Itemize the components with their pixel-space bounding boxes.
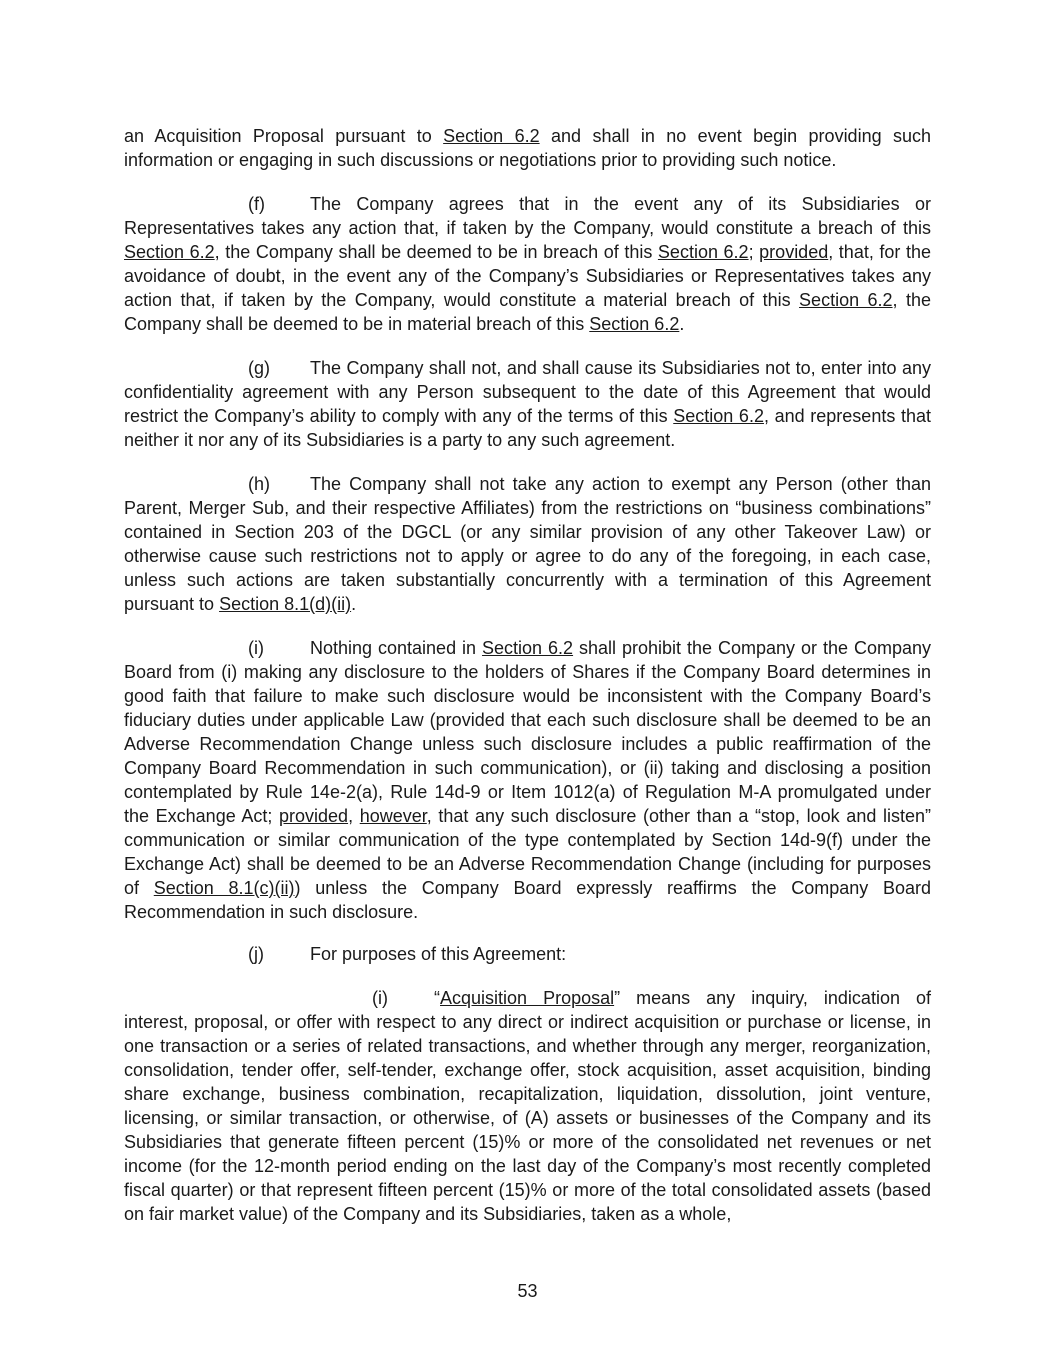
text-run: . (351, 594, 357, 614)
paragraph-h (124, 472, 931, 616)
section-reference: Section 6.2 (673, 406, 764, 426)
section-reference: Section 6.2 (124, 242, 215, 262)
text-run: . (679, 314, 685, 334)
text-run: , that, for the avoidance of doubt, in the event any of the Company’s Subsidiaries or Representatives takes any action that, if taken by the Company, would constitute a material breach of this (124, 242, 932, 310)
text-run: shall prohibit the Company or the Company Board from (i) making any disclosure to the holders of Shares if the Company Board determines in good faith that failure to make such disclosure would be inconsistent with the Company Board’s fiduciary duties under applicable Law (provided that each such disclosure shall be deemed to be an Adverse Recommendation Change unless such disclosure includes a public reaffirmation of the Company Board Recommendation in such communication), or (ii) taking and disclosing a position contemplated by Rule 14e-2(a), Rule 14d-9 or Item 1012(a) of Regulation M-A promulgated under the Exchange Act; (124, 638, 932, 826)
text-run: The Company shall not take any action to exempt any Person (other than Parent, Merger Sub, and their respective Affiliates) from the restrictions on “business combinations” contained in Section 203 of the DGCL (or any similar provision of any other Takeover Law) or otherwise cause such restrictions not to apply or agree to do any of the foregoing, in each case, unless such actions are taken substantially concurrently with a termination of this Agreement pursuant to (124, 474, 931, 614)
defined-term: provided (759, 242, 829, 262)
section-reference: Section 6.2 (443, 126, 540, 146)
section-reference: Section 8.1(d)(ii) (219, 594, 352, 614)
text-run: The Company agrees that in the event any of its Subsidiaries or Representatives takes any action that, if taken by the Company, would constitute a breach of this (124, 194, 931, 238)
text-run: , and represents that neither it nor any of its Subsidiaries is a party to any such agreement. (124, 406, 932, 450)
page-number: 53 (517, 1281, 538, 1301)
defined-term: Acquisition Proposal (440, 988, 615, 1008)
section-reference: Section 6.2 (589, 314, 680, 334)
section-reference: Section 6.2 (799, 290, 893, 310)
clause-label: (h) (248, 474, 270, 494)
text-run: an Acquisition Proposal pursuant to (124, 126, 444, 146)
text-run: ” means any inquiry, indication of interest, proposal, or offer with respect to any direct or indirect acquisition or purchase or license, in one transaction or a series of related transactions, and whether through any merger, reorganization, consolidation, tender offer, self-tender, exchange offer, stock acquisition, asset acquisition, binding share exchange, business combination, recapitalization, liquidation, dissolution, joint venture, licensing, or similar transaction, or otherwise, of (A) assets or businesses of the Company and its Subsidiaries that generate fifteen percent (15)% or more of the consolidated net revenues or net income (for the 12-month period ending on the last day of the Company’s most recently completed fiscal quarter) or that represent fifteen percent (15)% or more of the total consolidated assets (based on fair market value) of the Company and its Subsidiaries, taken as a whole, (124, 988, 931, 1224)
text-run: ; (748, 242, 760, 262)
text-run: and shall in no event begin providing such information or engaging in such discussions or negotiations prior to providing such notice. (124, 126, 932, 170)
text-run: , that any such disclosure (other than a “stop, look and listen” communication or similar communication of the type contemplated by Section 14d-9(f) under the Exchange Act) shall be deemed to be an Adverse Recommendation Change (including for purposes of (124, 806, 931, 898)
text-run: ) unless the Company Board expressly reaffirms the Company Board Recommendation in such disclosure. (124, 878, 931, 922)
clause-label: (i) (248, 638, 264, 658)
paragraph-continuation (124, 124, 931, 172)
clause-label: (f) (248, 194, 265, 214)
paragraph-j-i (124, 986, 931, 1226)
text-run: Nothing contained in (310, 638, 483, 658)
paragraph-g (124, 356, 931, 452)
text-run: , the Company shall be deemed to be in breach of this (214, 242, 658, 262)
text-run: , (348, 806, 360, 826)
paragraph-f (124, 192, 931, 336)
paragraph-j (124, 942, 931, 966)
section-reference: Section 8.1(c)(ii) (153, 878, 295, 898)
text-run: , the Company shall be deemed to be in material breach of this (124, 290, 932, 334)
text-run: “ (434, 988, 440, 1008)
section-reference: Section 6.2 (657, 242, 749, 262)
defined-term: provided (279, 806, 349, 826)
clause-label: (g) (248, 358, 270, 378)
defined-term: however (359, 806, 427, 826)
paragraph-i (124, 636, 931, 924)
clause-label: (i) (372, 988, 388, 1008)
text-run: For purposes of this Agreement: (310, 944, 567, 964)
section-reference: Section 6.2 (482, 638, 574, 658)
clause-label: (j) (248, 944, 264, 964)
text-run: The Company shall not, and shall cause its Subsidiaries not to, enter into any confidentiality agreement with any Person subsequent to the date of this Agreement that would restrict the Company’s ability to comply with any of the terms of this (124, 358, 931, 426)
